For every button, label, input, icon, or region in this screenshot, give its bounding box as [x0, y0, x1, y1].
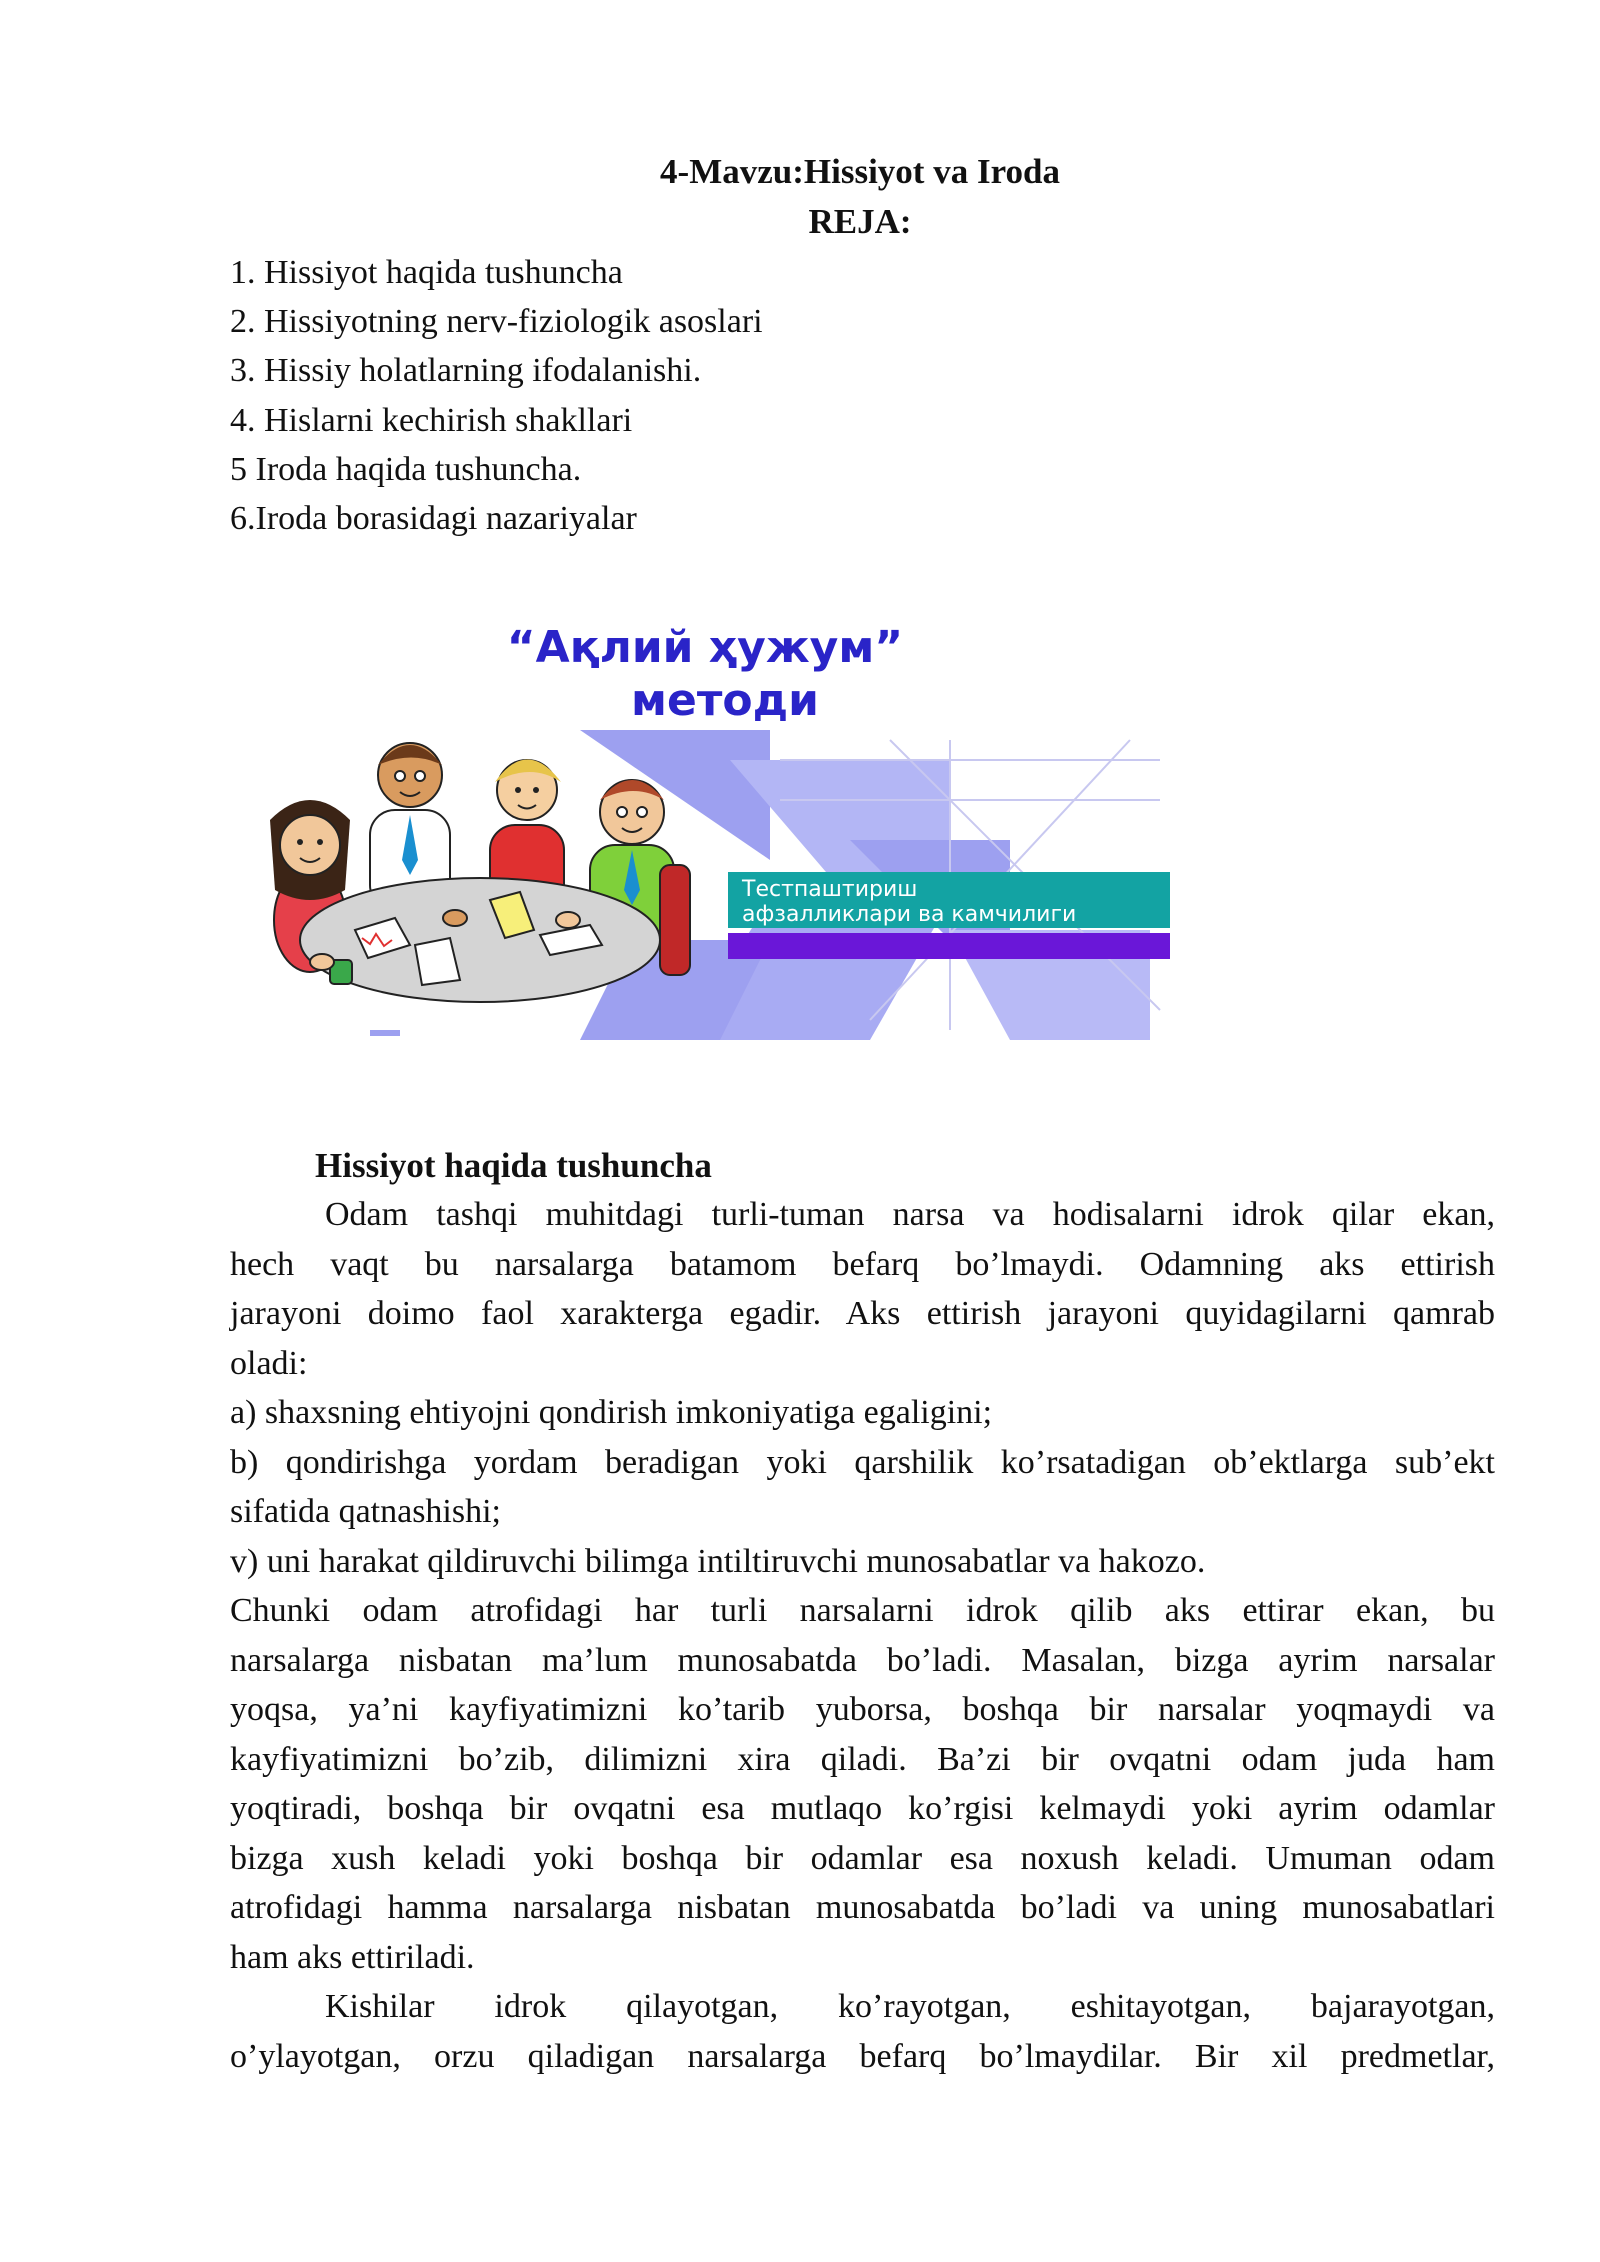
list-item-v: v) uni harakat qildiruvchi bilimga intiltiruvchi munosabatlar va hakozo.: [230, 1542, 1206, 1580]
plan-item: 3. Hissiy holatlarning ifodalanishi.: [230, 352, 702, 389]
paragraph-1: [230, 1190, 1495, 2081]
paragraph-line: narsalarga nisbatan ma’lum munosabatda bo’ladi. Masalan, bizga ayrim narsalar: [230, 1641, 1495, 1679]
list-item-b-cont: sifatida qatnashishi;: [230, 1493, 502, 1530]
paragraph-line: o’ylayotgan, orzu qiladigan narsalarga befarq bo’lmaydilar. Bir xil predmetlar,: [230, 2037, 1495, 2075]
figure-title-line1: “Ақлий ҳужум”: [506, 622, 904, 673]
topic-title: 4-Mavzu:Hissiyot va Iroda: [660, 152, 1060, 191]
paragraph-line: jarayoni doimo faol xarakterga egadir. Aks ettirish jarayoni quyidagilarni qamrab: [230, 1295, 1495, 1332]
paragraph-line: kayfiyatimizni bo’zib, dilimizni xira qiladi. Ba’zi bir ovqatni odam juda ham: [230, 1740, 1495, 1778]
paragraph-line: yoqsa, ya’ni kayfiyatimizni ko’tarib yuborsa, boshqa bir narsalar yoqmaydi va: [230, 1691, 1495, 1728]
paragraph-line: Kishilar idrok qilayotgan, ko’rayotgan, eshitayotgan, bajarayotgan,: [325, 1988, 1495, 2025]
paragraph-line: ham aks ettiriladi.: [230, 1938, 475, 1976]
list-item-a: a) shaxsning ehtiyojni qondirish imkoniyatiga egaligini;: [230, 1394, 993, 1431]
plan-item: 5 Iroda haqida tushuncha.: [230, 451, 582, 488]
plan-title: REJA:: [808, 202, 912, 241]
banner-line1: Тестпаштириш: [742, 877, 918, 902]
paragraph-line: yoqtiradi, boshqa bir ovqatni esa mutlaqo ko’rgisi kelmaydi yoki ayrim odamlar: [230, 1790, 1495, 1827]
plan-item: 1. Hissiyot haqida tushuncha: [230, 254, 623, 291]
paragraph-line: Chunki odam atrofidagi har turli narsalarni idrok qilib aks ettirar ekan, bu: [230, 1592, 1495, 1629]
paragraph-line: Odam tashqi muhitdagi turli-tuman narsa va hodisalarni idrok qilar ekan,: [325, 1196, 1495, 1233]
plan-item: 6.Iroda borasidagi nazariyalar: [230, 500, 637, 537]
plan-item: 2. Hissiyotning nerv-fiziologik asoslari: [230, 303, 763, 340]
purple-bar: [728, 933, 1170, 959]
paragraph-line: bizga xush keladi yoki boshqa bir odamlar esa noxush keladi. Umuman odam: [230, 1839, 1495, 1877]
paragraph-line: oladi:: [230, 1344, 308, 1382]
section-heading: Hissiyot haqida tushuncha: [315, 1146, 712, 1185]
brainstorming-illustration: [250, 600, 1170, 1040]
paragraph-line: hech vaqt bu narsalarga batamom befarq bo’lmaydi. Odamning aks ettirish: [230, 1245, 1495, 1283]
figure-title-line2: методи: [631, 675, 819, 726]
list-item-b: b) qondirishga yordam beradigan yoki qarshilik ko’rsatadigan ob’ektlarga sub’ekt: [230, 1443, 1495, 1481]
paragraph-line: atrofidagi hamma narsalarga nisbatan munosabatda bo’ladi va uning munosabatlari: [230, 1889, 1495, 1926]
people-illustration: [270, 743, 690, 1002]
banner-line2: афзалликлари ва камчилиги: [742, 902, 1077, 927]
plan-item: 4. Hislarni kechirish shakllari: [230, 402, 633, 439]
